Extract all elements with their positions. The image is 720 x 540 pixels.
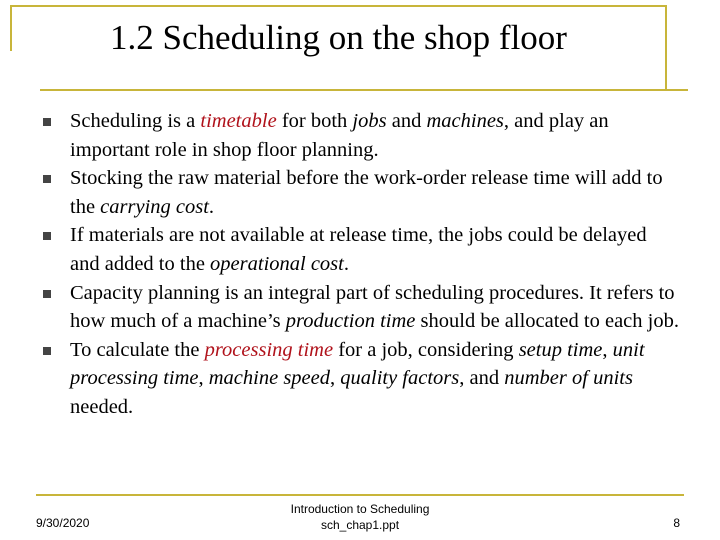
footer-rule bbox=[36, 494, 684, 496]
slide-number: 8 bbox=[673, 516, 680, 530]
footer-center bbox=[230, 501, 490, 533]
emphasized-term: carrying cost bbox=[100, 195, 209, 218]
bullet-text bbox=[70, 339, 645, 418]
emphasized-term: production time bbox=[285, 310, 416, 333]
emphasized-term: machines bbox=[426, 110, 504, 132]
emphasized-term: quality factors bbox=[340, 367, 460, 390]
text-run: needed. bbox=[70, 395, 134, 418]
text-run: , and bbox=[459, 367, 505, 390]
text-run: , bbox=[330, 367, 341, 390]
text-run: , and play an important role in shop floor planning. bbox=[70, 110, 609, 161]
text-run: If materials are not available at release time, the jobs could be delayed and added to the bbox=[70, 224, 647, 275]
bullet-item bbox=[40, 107, 680, 164]
text-run: Stocking the raw material before the work-order release time will add to the bbox=[70, 167, 663, 218]
text-run: and bbox=[386, 110, 427, 132]
square-bullet-icon bbox=[43, 232, 51, 240]
text-run: , bbox=[602, 338, 613, 361]
emphasized-term: machine speed bbox=[208, 367, 330, 390]
emphasized-term: operational cost bbox=[210, 252, 344, 275]
bullet-text bbox=[70, 110, 609, 161]
square-bullet-icon bbox=[43, 290, 51, 298]
emphasized-term: unit processing time bbox=[70, 338, 645, 390]
footer-date: 9/30/2020 bbox=[36, 516, 90, 530]
square-bullet-icon bbox=[43, 347, 51, 355]
square-bullet-icon bbox=[43, 175, 51, 183]
text-run: for a job, considering bbox=[333, 338, 519, 361]
highlighted-term: processing time bbox=[204, 338, 334, 361]
bullet-list bbox=[40, 107, 680, 422]
text-run: , bbox=[198, 367, 209, 390]
text-run: . bbox=[343, 252, 349, 275]
title-frame-right-rule bbox=[665, 5, 667, 90]
text-run: . bbox=[208, 195, 215, 218]
emphasized-term: jobs bbox=[352, 110, 387, 132]
bullet-item bbox=[40, 221, 680, 278]
title-underline-rule bbox=[40, 89, 688, 91]
text-run: To calculate the bbox=[70, 338, 205, 361]
bullet-item bbox=[40, 279, 680, 336]
footer-presentation-title: Introduction to Scheduling bbox=[290, 502, 430, 516]
footer-file-name: sch_chap1.ppt bbox=[320, 518, 400, 532]
highlighted-term: timetable bbox=[200, 110, 277, 132]
bullet-item bbox=[40, 336, 680, 422]
text-run: should be allocated to each job. bbox=[415, 310, 679, 333]
title-frame-top-rule bbox=[10, 5, 667, 7]
text-run: Scheduling is a bbox=[70, 110, 201, 132]
text-run: for both bbox=[276, 110, 353, 132]
emphasized-term: setup time bbox=[518, 338, 603, 361]
bullet-text bbox=[70, 224, 647, 275]
bullet-item bbox=[40, 164, 680, 221]
bullet-text bbox=[70, 282, 679, 333]
square-bullet-icon bbox=[43, 118, 51, 126]
text-run: Capacity planning is an integral part of scheduling procedures. It refers to how much of a machine’s bbox=[70, 281, 675, 333]
bullet-text bbox=[70, 167, 663, 218]
emphasized-term: number of units bbox=[504, 367, 633, 390]
slide-title: 1.2 Scheduling on the shop floor bbox=[110, 18, 567, 57]
